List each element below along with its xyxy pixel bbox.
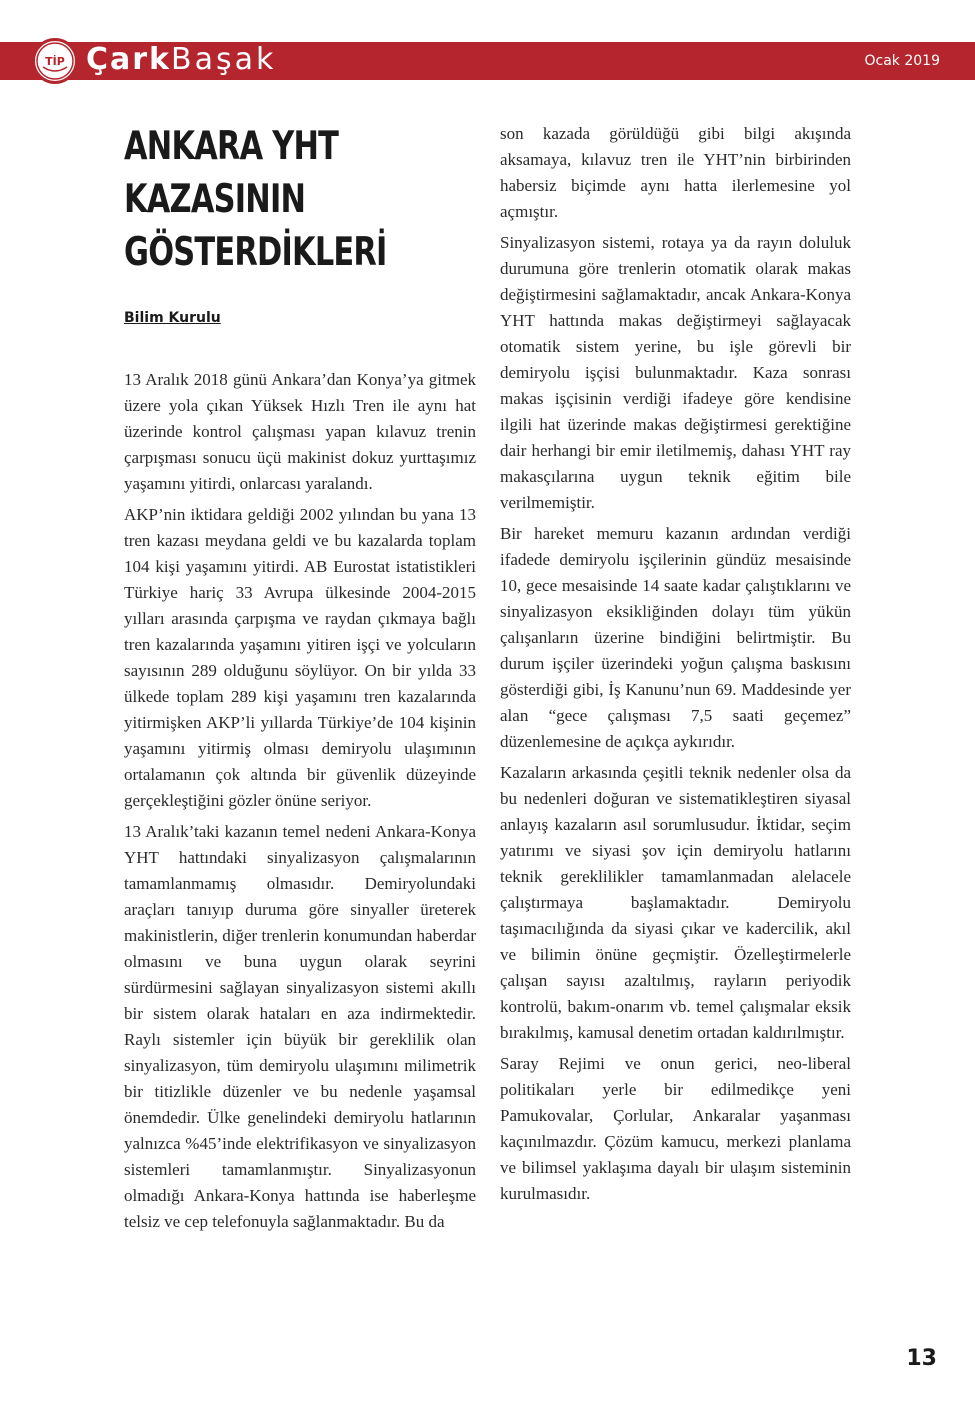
left-column <box>124 367 476 1240</box>
title-line: ANKARA YHT <box>124 124 339 169</box>
brand-name <box>86 40 276 80</box>
paragraph: Bir hareket memuru kazanın ardından verdiği ifadede demiryolu işçilerinin gündüz mesaisinde 10, gece mesaisinde 14 saate kadar çalıştıklarını ve sinyalizasyon eksikliğinden dolayı tüm yükün çalışanların üzerine bindiğini belirtmiştir. Bu durum işçiler üzerindeki yoğun çalışma baskısını gösterdiği gibi, İş Kanunu’nun 69. Maddesinde yer alan “gece çalışması 7,5 saati geçemez” düzenlemesine de açıkça aykırıdır. <box>500 524 851 751</box>
paragraph: 13 Aralık 2018 günü Ankara’dan Konya’ya gitmek üzere yola çıkan Yüksek Hızlı Tren ile aynı hat üzerinde kontrol çalışması yapan kılavuz trenin çarpışması sonucu üçü makinist dokuz yurttaşımız yaşamını yitirdi, onlarcası yaralandı. <box>124 370 476 493</box>
title-line: KAZASININ <box>124 177 306 222</box>
article-author: Bilim Kurulu <box>124 310 221 326</box>
paragraph: Sinyalizasyon sistemi, rotaya ya da rayın doluluk durumuna göre trenlerin otomatik olarak makas değiştirmesini sağlamaktadır, ancak Ankara-Konya YHT hattında makas değiştirmeyi sağlayacak otomatik sistem yerine, bu işle görevli bir demiryolu işçisi bulunmaktadır. Kaza sonrası makas işçisinin verdiği ifadeye göre kendisine ilgili hat üzerinde makas değiştirmesi gerektiğine dair herhangi bir emir iletilmemiş, dahası YHT ray makasçılarına uygun teknik eğitim bile verilmemiştir. <box>500 233 851 512</box>
title-line: GÖSTERDİKLERİ <box>124 230 387 275</box>
tip-logo <box>32 38 78 84</box>
paragraph: 13 Aralık’taki kazanın temel nedeni Ankara-Konya YHT hattındaki sinyalizasyon çalışmalarının tamamlanmamış olmasıdır. Demiryolundaki araçları tanıyıp duruma göre sinyaller üreterek makinistlerin, diğer trenlerin konumundan haberdar olmasını ve buna uygun olarak seyrini sürdürmesini sağlayan sinyalizasyon sistemi akıllı bir sistem olarak hataları en aza indirmektedir. Raylı sistemler için büyük bir gereklilik olan sinyalizasyon, tüm demiryolu ulaşımını milimetrik bir titizlikle düzenler ve bu nedenle yaşamsal önemdedir. Ülke genelindeki demiryolu hatlarının yalnızca %45’inde elektrifikasyon ve sinyalizasyon sistemleri tamamlanmıştır. Sinyalizasyonun olmadığı Ankara-Konya hattında ise haberleşme telsiz ve cep telefonuyla sağlanmaktadır. Bu da <box>124 822 476 1231</box>
paragraph: son kazada görüldüğü gibi bilgi akışında aksamaya, kılavuz tren ile YHT’nin birbirinden habersiz biçimde aynı hatta ilerlemesine yol açmıştır. <box>500 124 851 221</box>
tip-logo-icon <box>35 41 75 81</box>
logo-text: TİP <box>45 55 65 68</box>
right-column <box>500 121 851 1212</box>
paragraph: Saray Rejimi ve onun gerici, neo-liberal politikaları yerle bir edilmedikçe yeni Pamukovalar, Çorlular, Ankaralar yaşanması kaçınılmazdır. Çözüm kamucu, merkezi planlama ve bilimsel yaklaşıma dayalı bir ulaşım sisteminin kurulmasıdır. <box>500 1054 851 1203</box>
issue-date: Ocak 2019 <box>864 53 940 69</box>
page-number: 13 <box>906 1346 937 1371</box>
brand-name-bold: Çark <box>86 42 172 77</box>
article-title <box>124 120 389 279</box>
paragraph: Kazaların arkasında çeşitli teknik nedenler olsa da bu nedenleri doğuran ve sistematikleştiren siyasal anlayış kazaların asıl sorumlusudur. İktidar, seçim yatırımı ve siyasi şov için demiryolu hatlarını teknik gereklilikler tamamlanmadan alelacele çalıştırmaya başlamaktadır. Demiryolu taşımacılığında da siyasi çıkar ve kadercilik, akıl ve bilimin önüne geçmiştir. Özelleştirmelerle çalışan sayısı azaltılmış, rayların periyodik kontrolü, bakım-onarım vb. temel çalışmalar eksik bırakılmış, kamusal denetim ortadan kaldırılmıştır. <box>500 763 851 1042</box>
brand-name-light: Başak <box>171 42 277 77</box>
paragraph: AKP’nin iktidara geldiği 2002 yılından bu yana 13 tren kazası meydana geldi ve bu kazalarda toplam 104 kişi yaşamını yitirdi. AB Eurostat istatistikleri Türkiye hariç 33 Avrupa ülkesinde 2004-2015 yılları arasında çarpışma ve raydan çıkmaya bağlı tren kazalarında yaşamını yitiren işçi ve yolcuların sayısının 289 olduğunu söylüyor. On bir yılda 33 ülkede toplam 289 kişi yaşamını tren kazalarında yitirmişken AKP’li yıllarda Türkiye’de 104 kişinin yaşamını yitirmiş olması demiryolu ulaşımının ortalamanın çok altında bir güvenlik düzeyinde gerçekleştiğini gözler önüne seriyor. <box>124 505 476 810</box>
